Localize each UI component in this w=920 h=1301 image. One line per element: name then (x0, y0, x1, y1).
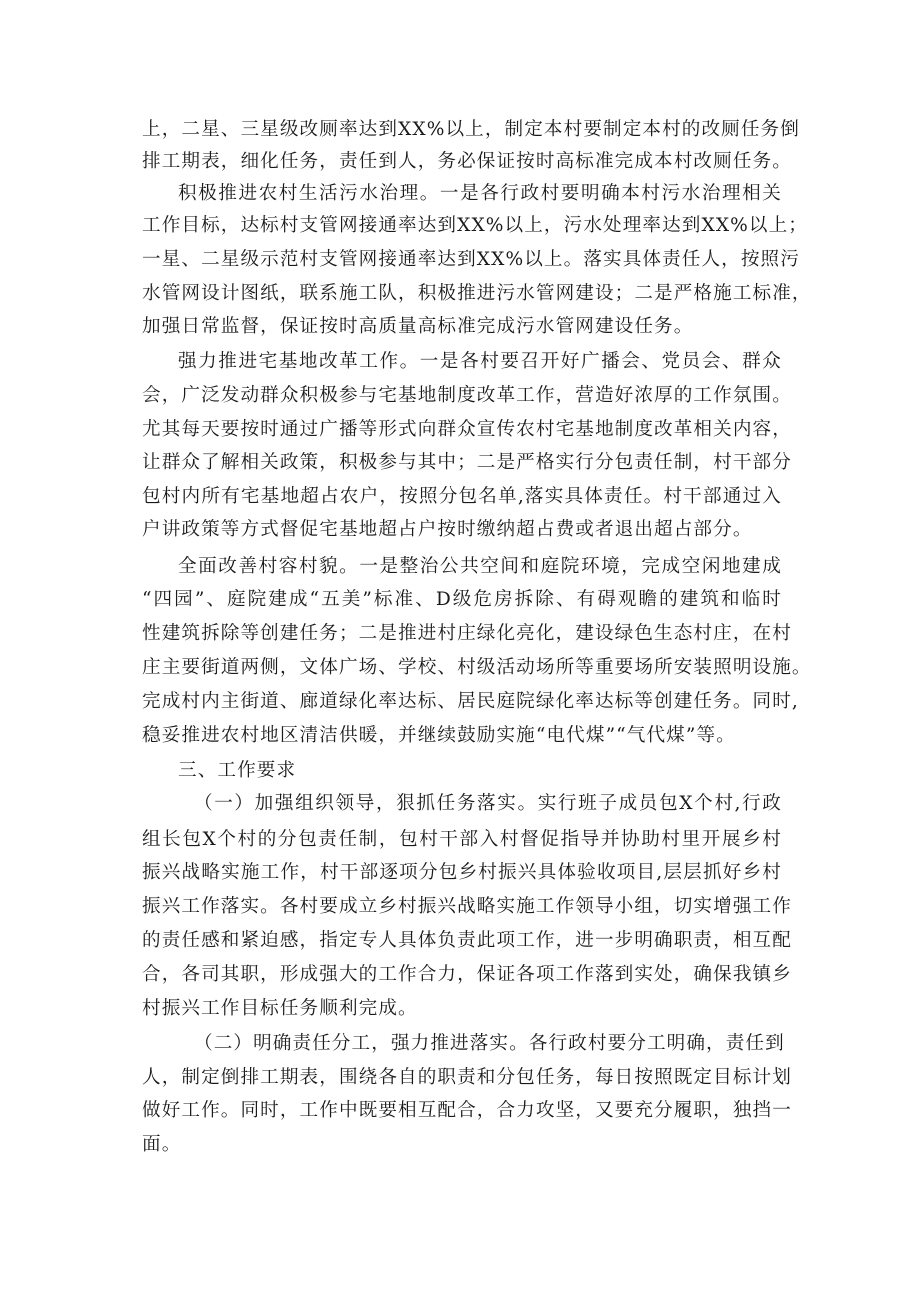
paragraph-line: 包村内所有宅基地超占农户，按照分包名单,落实具体责任。村干部通过入 (142, 486, 782, 507)
paragraph-line: 组长包X个村的分包责任制，包村干部入村督促指导并协助村里开展乡村 (142, 829, 782, 850)
paragraph-line: 强力推进宅基地改革工作。一是各村要召开好广播会、党员会、群众 (178, 351, 782, 372)
paragraph-line: 上，二星、三星级改厕率达到XX%以上，制定本村要制定本村的改厕任务倒 (142, 119, 800, 140)
paragraph-line: 完成村内主街道、廊道绿化率达标、居民庭院绿化率达标等创建任务。同时, (142, 691, 799, 712)
paragraph-line: 全面改善村容村貌。一是整治公共空间和庭院环境，完成空闲地建成 (178, 556, 782, 577)
paragraph-line: 尤其每天要按时通过广播等形式向群众宣传农村宅基地制度改革相关内容， (142, 419, 792, 440)
paragraph-line: 庄主要街道两侧，文体广场、学校、村级活动场所等重要场所安装照明设施。 (142, 657, 812, 678)
paragraph-line: （一）加强组织领导，狠抓任务落实。实行班子成员包X个村,行政 (194, 793, 782, 814)
paragraph-line: 户讲政策等方式督促宅基地超占户按时缴纳超占费或者退出超占部分。 (142, 519, 753, 540)
paragraph-line: 让群众了解相关政策，积极参与其中；二是严格实行分包责任制，村干部分 (142, 452, 792, 473)
paragraph-line: 村振兴工作目标任务顺利完成。 (142, 998, 418, 1019)
paragraph-line: 的责任感和紧迫感，指定专人具体负责此项工作，进一步明确职责，相互配 (142, 930, 792, 951)
paragraph-line: 一星、二星级示范村支管网接通率达到XX%以上。落实具体责任人，按照污 (142, 249, 800, 270)
paragraph-line: 性建筑拆除等创建任务；二是推进村庄绿化亮化，建设绿色生态村庄，在村 (142, 623, 792, 644)
paragraph-line: 振兴战略实施工作，村干部逐项分包乡村振兴具体验收项目,层层抓好乡村 (142, 862, 782, 883)
paragraph-line: 积极推进农村生活污水治理。一是各行政村要明确本村污水治理相关 (178, 183, 782, 204)
paragraph-line: 振兴工作落实。各村要成立乡村振兴战略实施工作领导小组，切实增强工作 (142, 896, 792, 917)
paragraph-line: 面。 (142, 1134, 182, 1155)
paragraph-line: “四园”、庭院建成“五美”标准、D级危房拆除、有碍观瞻的建筑和临时 (142, 589, 782, 610)
paragraph-line: 会，广泛发动群众积极参与宅基地制度改革工作，营造好浓厚的工作氛围。 (142, 385, 792, 406)
paragraph-line: 水管网设计图纸，联系施工队，积极推进污水管网建设；二是严格施工标准， (142, 283, 812, 304)
paragraph-line: 工作目标，达标村支管网接通率达到XX%以上，污水处理率达到XX%以上； (142, 215, 809, 236)
paragraph-line: 做好工作。同时，工作中既要相互配合，合力攻坚，又要充分履职，独挡一 (142, 1100, 792, 1121)
paragraph-line: 稳妥推进农村地区清洁供暖，并继续鼓励实施“电代煤”“气代煤”等。 (142, 725, 736, 746)
paragraph-line: 排工期表，细化任务，责任到人，务必保证按时高标准完成本村改厕任务。 (142, 151, 792, 172)
paragraph-line: 加强日常监督，保证按时高质量高标准完成污水管网建设任务。 (142, 316, 694, 337)
paragraph-line: （二）明确责任分工，强力推进落实。各行政村要分工明确，责任到 (194, 1033, 785, 1054)
paragraph-line: 人，制定倒排工期表，围绕各自的职责和分包任务，每日按照既定目标计划 (142, 1067, 792, 1088)
paragraph-line: 合，各司其职，形成强大的工作合力，保证各项工作落到实处，确保我镇乡 (142, 964, 792, 985)
section-heading: 三、工作要求 (178, 760, 297, 781)
